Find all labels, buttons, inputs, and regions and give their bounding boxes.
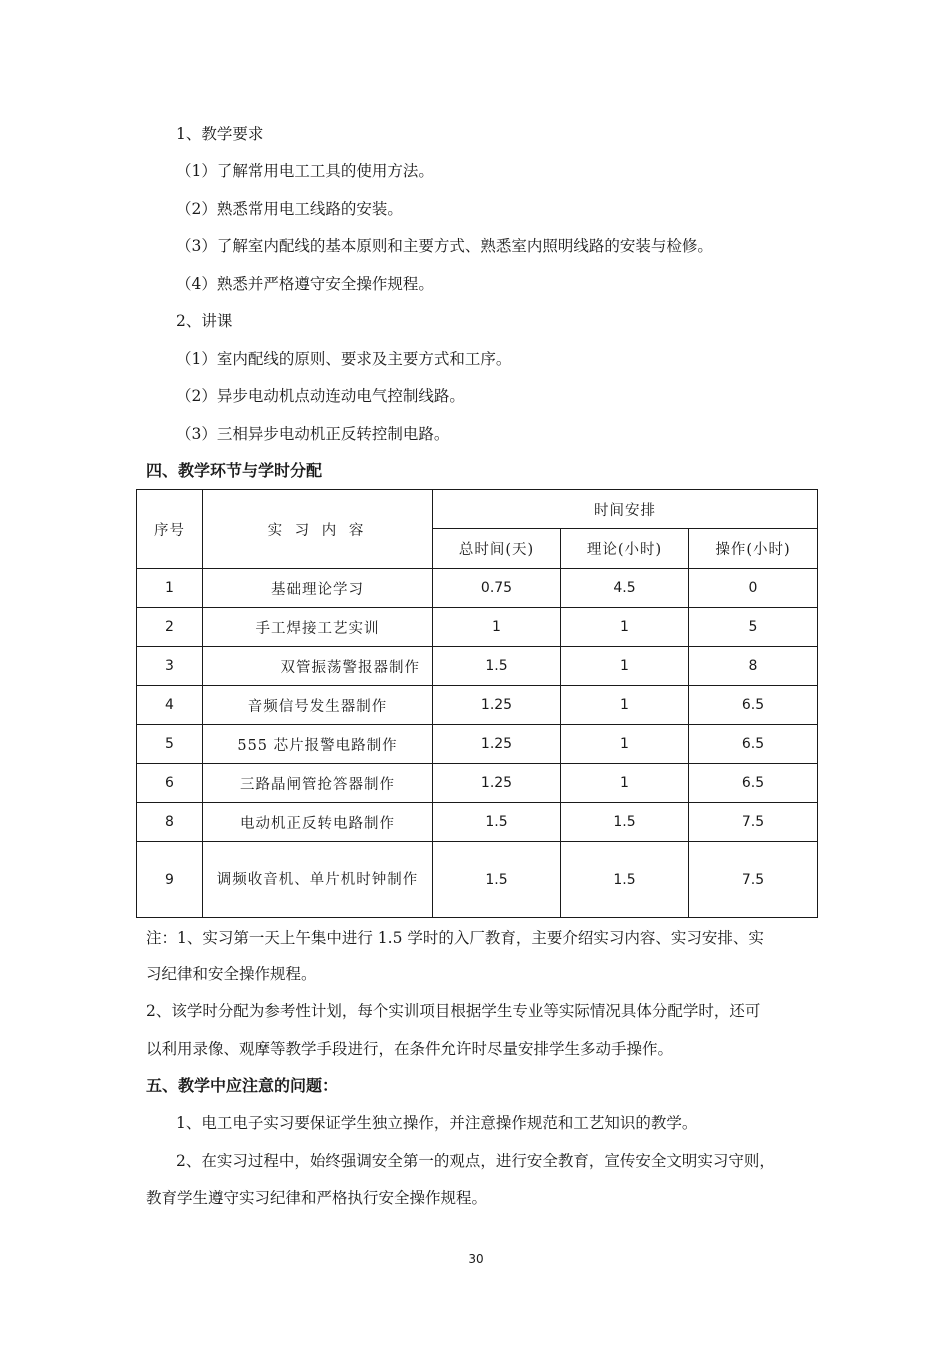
header-content: 实 习 内 容 [203, 490, 433, 569]
cell-theory: 1 [561, 647, 689, 686]
section5-heading: 五、教学中应注意的问题： [146, 1076, 339, 1095]
cell-total: 1.5 [433, 647, 561, 686]
table-row [137, 764, 818, 803]
section5-item1: 1、电工电子实习要保证学生独立操作，并注意操作规范和工艺知识的教学。 [176, 1114, 698, 1132]
cell-total: 1 [433, 608, 561, 647]
cell-theory: 1 [561, 608, 689, 647]
cell-theory: 4.5 [561, 569, 689, 608]
cell-practice: 6.5 [689, 686, 818, 725]
section4-heading: 四、教学环节与学时分配 [146, 461, 323, 480]
cell-practice: 7.5 [689, 803, 818, 842]
note2-line1: 2、该学时分配为参考性计划，每个实训项目根据学生专业等实际情况具体分配学时，还可 [146, 1002, 761, 1020]
cell-total: 1.25 [433, 764, 561, 803]
cell-total: 1.5 [433, 803, 561, 842]
cell-total: 1.5 [433, 842, 561, 918]
cell-no: 5 [137, 725, 203, 764]
table-row [137, 842, 818, 918]
cell-theory: 1 [561, 725, 689, 764]
cell-content: 555 芯片报警电路制作 [203, 725, 433, 764]
cell-total: 1.25 [433, 686, 561, 725]
lecture-heading: 2、讲课 [176, 312, 233, 330]
cell-practice: 6.5 [689, 725, 818, 764]
cell-content: 基础理论学习 [203, 569, 433, 608]
cell-content: 调频收音机、单片机时钟制作 [203, 842, 433, 918]
note1-line1: 注：1、实习第一天上午集中进行 1.5 学时的入厂教育，主要介绍实习内容、实习安排、实 [146, 929, 764, 947]
cell-no: 4 [137, 686, 203, 725]
table-row [137, 725, 818, 764]
table-row [137, 803, 818, 842]
schedule-table [136, 489, 818, 918]
table-row [137, 569, 818, 608]
cell-practice: 6.5 [689, 764, 818, 803]
lecture-item: （3）三相异步电动机正反转控制电路。 [176, 425, 450, 443]
header-theory: 理论(小时) [561, 529, 689, 569]
section5-item2-line1: 2、在实习过程中，始终强调安全第一的观点，进行安全教育，宣传安全文明实习守则， [176, 1152, 775, 1170]
table-row [137, 686, 818, 725]
cell-no: 6 [137, 764, 203, 803]
cell-content: 音频信号发生器制作 [203, 686, 433, 725]
cell-theory: 1 [561, 764, 689, 803]
table-row [137, 608, 818, 647]
cell-practice: 0 [689, 569, 818, 608]
requirement-item: （4）熟悉并严格遵守安全操作规程。 [176, 275, 434, 293]
cell-no: 2 [137, 608, 203, 647]
header-time-group: 时间安排 [433, 490, 818, 529]
header-practice: 操作(小时) [689, 529, 818, 569]
section5-item2-line2: 教育学生遵守实习纪律和严格执行安全操作规程。 [146, 1189, 488, 1207]
header-no: 序号 [137, 490, 203, 569]
cell-content: 手工焊接工艺实训 [203, 608, 433, 647]
note2-line2: 以利用录像、观摩等教学手段进行，在条件允许时尽量安排学生多动手操作。 [146, 1040, 674, 1058]
cell-content: 三路晶闸管抢答器制作 [203, 764, 433, 803]
cell-no: 9 [137, 842, 203, 918]
cell-theory: 1 [561, 686, 689, 725]
cell-total: 0.75 [433, 569, 561, 608]
cell-no: 3 [137, 647, 203, 686]
cell-content: 双管振荡警报器制作 [203, 647, 433, 686]
cell-total: 1.25 [433, 725, 561, 764]
page-number: 30 [468, 1252, 484, 1266]
requirement-item: （2）熟悉常用电工线路的安装。 [176, 200, 403, 218]
cell-practice: 5 [689, 608, 818, 647]
teaching-requirements-heading: 1、教学要求 [176, 125, 264, 143]
cell-no: 8 [137, 803, 203, 842]
cell-practice: 7.5 [689, 842, 818, 918]
cell-theory: 1.5 [561, 803, 689, 842]
cell-practice: 8 [689, 647, 818, 686]
cell-theory: 1.5 [561, 842, 689, 918]
table-row [137, 647, 818, 686]
cell-content: 电动机正反转电路制作 [203, 803, 433, 842]
note1-line2: 习纪律和安全操作规程。 [146, 965, 317, 983]
lecture-item: （1）室内配线的原则、要求及主要方式和工序。 [176, 350, 512, 368]
lecture-item: （2）异步电动机点动连动电气控制线路。 [176, 387, 465, 405]
header-total: 总时间(天) [433, 529, 561, 569]
requirement-item: （1）了解常用电工工具的使用方法。 [176, 162, 434, 180]
cell-no: 1 [137, 569, 203, 608]
requirement-item: （3）了解室内配线的基本原则和主要方式、熟悉室内照明线路的安装与检修。 [176, 237, 713, 255]
